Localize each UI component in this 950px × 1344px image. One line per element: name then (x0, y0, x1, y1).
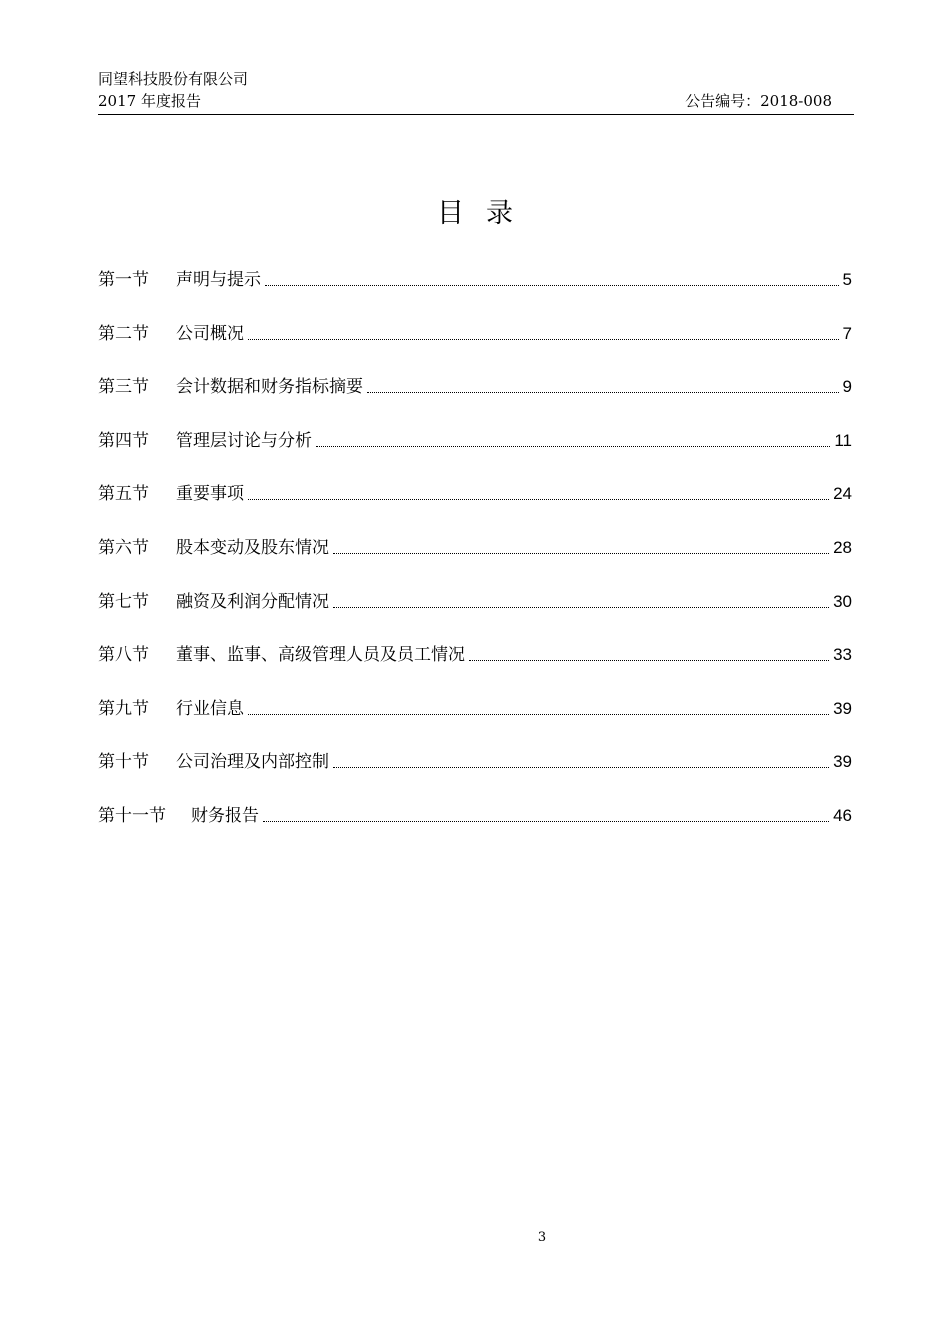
toc-section-title: 声明与提示 (176, 270, 261, 290)
toc-section-title: 管理层讨论与分析 (176, 430, 312, 451)
toc-page-number: 28 (833, 537, 852, 557)
toc-page-number: 5 (842, 270, 852, 289)
toc-leader (263, 801, 829, 831)
toc-section-title: 公司概况 (176, 323, 244, 344)
toc-entry-4[interactable] (98, 426, 852, 480)
toc-page-number: 39 (833, 698, 852, 718)
toc-entry-6[interactable] (98, 533, 852, 587)
toc-page-number: 33 (833, 645, 852, 665)
toc-section-title: 融资及利润分配情况 (176, 591, 329, 612)
toc-section-number: 第一节 (98, 270, 149, 290)
toc-entry-2[interactable] (98, 319, 852, 373)
toc-leader (316, 426, 830, 456)
toc-section-number: 第三节 (98, 377, 149, 398)
toc-section-number: 第四节 (98, 430, 149, 451)
table-of-contents (98, 265, 852, 855)
toc-section-number: 第六节 (98, 537, 149, 558)
toc-page-number: 46 (833, 805, 852, 825)
toc-entry-9[interactable] (98, 694, 852, 748)
toc-section-number: 第十节 (98, 752, 149, 773)
toc-section-number: 第七节 (98, 591, 149, 612)
toc-page-number: 30 (833, 591, 852, 611)
toc-entry-7[interactable] (98, 587, 852, 641)
toc-section-title: 重要事项 (176, 484, 244, 505)
toc-entry-5[interactable] (98, 479, 852, 533)
toc-leader (265, 265, 839, 295)
toc-section-number: 第五节 (98, 484, 149, 505)
toc-section-title: 财务报告 (191, 805, 259, 826)
toc-page-number: 24 (833, 484, 852, 504)
toc-section-number: 第八节 (98, 645, 149, 666)
toc-leader (333, 533, 829, 563)
toc-section-title: 董事、监事、高级管理人员及员工情况 (176, 645, 465, 666)
toc-leader (248, 479, 829, 509)
toc-entry-8[interactable] (98, 640, 852, 694)
toc-section-title: 行业信息 (176, 698, 244, 719)
report-name: 2017 年度报告 (98, 92, 201, 110)
toc-leader (469, 640, 829, 670)
announcement-number: 公告编号：2018-008 (685, 92, 832, 110)
toc-leader (248, 319, 839, 349)
toc-leader (248, 694, 829, 724)
toc-entry-11[interactable] (98, 801, 852, 855)
toc-section-number: 第十一节 (98, 805, 166, 826)
toc-page-number: 11 (834, 430, 852, 450)
company-name: 同望科技股份有限公司 (98, 70, 249, 88)
toc-page-number: 39 (833, 752, 852, 772)
toc-page-number: 7 (842, 323, 852, 343)
toc-section-number: 第九节 (98, 698, 149, 719)
toc-leader (333, 747, 829, 777)
page-header (98, 68, 854, 115)
page-number: 3 (537, 1230, 547, 1245)
toc-page-number: 9 (842, 377, 852, 397)
toc-leader (367, 372, 839, 402)
toc-section-title: 股本变动及股东情况 (176, 537, 329, 558)
toc-entry-3[interactable] (98, 372, 852, 426)
toc-entry-1[interactable] (98, 265, 852, 319)
toc-section-number: 第二节 (98, 323, 149, 344)
toc-leader (333, 587, 829, 617)
toc-title: 目录 (437, 198, 535, 229)
toc-section-title: 会计数据和财务指标摘要 (176, 377, 363, 398)
toc-section-title: 公司治理及内部控制 (176, 752, 329, 773)
toc-entry-10[interactable] (98, 747, 852, 801)
